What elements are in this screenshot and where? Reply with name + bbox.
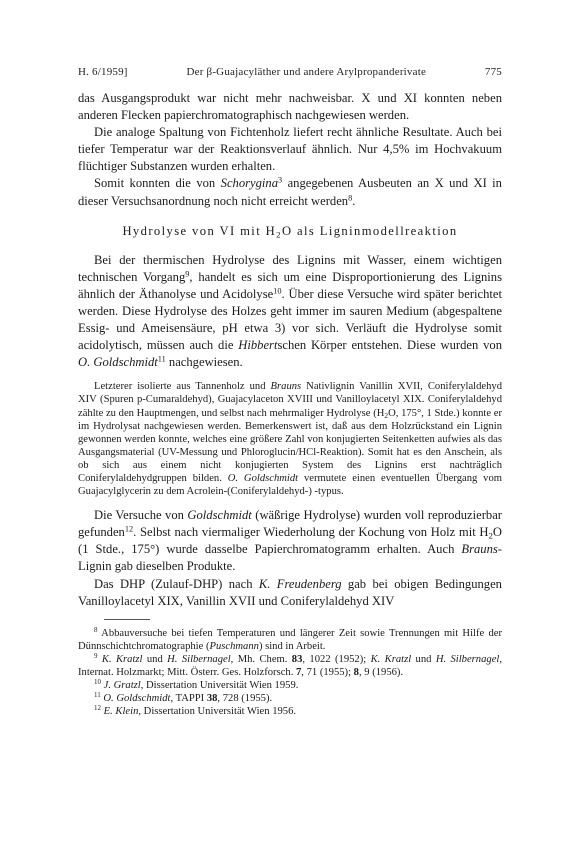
paragraph-text: das Ausgangsprodukt war nicht mehr nachweisbar. X und XI konnten neben anderen Flecken papierchromatographisch nachgewiesen werden.	[78, 91, 502, 123]
author-name: H. Silbernagel	[435, 653, 500, 665]
text-run: Nativlignin Vanillin XVII, Coniferylaldehyd XIV (Spuren p-Cumaraldehyd), Guajacylaceton XVIII und Vanilloylacetyl XIX. Coniferylaldehyd zählte zu den Hauptmengen, und selbst nach mehrmaliger Hydrolyse (H	[78, 381, 502, 419]
footnote-10	[78, 679, 502, 692]
text-run: , 71 (1955);	[301, 667, 354, 678]
header-issue: H. 6/1959]	[78, 66, 128, 78]
footnote-ref[interactable]: 11	[157, 354, 166, 364]
author-name: Brauns	[270, 381, 302, 393]
text-run: O (1 Stde., 175°) wurde dasselbe Papierchromatogramm erhalten. Auch	[78, 525, 502, 557]
author-name: K. Kratzl	[101, 653, 143, 665]
volume-number: 8	[353, 667, 359, 678]
author-name: O. Goldschmidt	[103, 693, 171, 705]
author-name: Hibbert	[238, 338, 278, 353]
text-run: .	[352, 193, 356, 208]
text-run: vermutete einen eventuellen Übergang vom Guajacylglycerin zu dem Acrolein-(Coniferylaldehyd-) -typus.	[78, 472, 503, 498]
subscript: 2	[276, 229, 282, 240]
footnote-ref[interactable]: 8	[348, 193, 353, 202]
author-name: E. Klein	[103, 706, 139, 718]
author-name: Goldschmidt	[187, 508, 252, 523]
text-run: Bei der thermischen Hydrolyse des Lignins mit Wasser, einem wichtigen technischen Vorgang	[78, 252, 502, 284]
section-heading	[78, 224, 502, 239]
text-run: Abbauversuche bei tiefen Temperaturen und längerer Zeit sowie Trennungen mit Hilfe der Dünnschichtchromatographie (	[78, 627, 502, 652]
small-print-block	[78, 380, 502, 498]
paragraph-reproduction	[78, 507, 502, 575]
author-name: O. Goldschmidt	[227, 472, 299, 484]
text-run: gab bei obigen Bedingungen Vanilloylacetyl XIX, Vanillin XVII und Coniferylaldehyd XIV	[78, 576, 502, 608]
text-run: schen Körper entstehen. Diese wurden von	[277, 338, 502, 353]
author-name: O. Goldschmidt	[78, 355, 158, 370]
running-header	[78, 66, 502, 78]
text-run: O, 175°, 1 Stde.) konnte er im Hydrolysat nachgewiesen werden. Bemerkenswert ist, daß aus dem Holzrückstand ein Lignin gewonnen werden konnte, welches eine größere Zahl von konjugierten Seitenketten aufwies als das Ausgangsmaterial (UV-Messung und Phloroglucin/HCl-Reaktion). Somit hat es den Anschein, als ob sich aus einem nicht konjugierten System des Lignins erst nachträglich Coniferylaldehydgruppen bilden.	[78, 407, 502, 484]
text-run: -Lignin gab dieselben Produkte.	[78, 542, 502, 574]
text-run: , Dissertation Universität Wien 1959.	[140, 680, 299, 692]
author-name: Brauns	[461, 542, 498, 557]
paragraph-schorygina	[78, 175, 502, 209]
paragraph-small	[78, 380, 502, 498]
text-run: und	[142, 653, 168, 665]
text-run: ) sind in Arbeit.	[258, 640, 326, 652]
author-name: K. Kratzl	[370, 653, 412, 665]
footnote-number: 11	[94, 691, 101, 700]
footnotes	[78, 627, 502, 719]
text-run: , Dissertation Universität Wien 1956.	[138, 706, 297, 718]
footnote-12	[78, 705, 502, 718]
volume-number: 83	[291, 653, 303, 665]
footnote-number: 12	[94, 704, 101, 713]
paragraph-dhp	[78, 576, 502, 610]
volume-number: 38	[206, 693, 218, 705]
footnote-8	[78, 627, 502, 653]
text-run: angegebenen Ausbeuten an X und XI in dieser Versuchsanordnung noch nicht erreicht werden	[78, 176, 502, 208]
after-section	[78, 507, 502, 610]
heading-text: O als Ligninmodellreaktion	[281, 223, 458, 238]
heading-text: Hydrolyse von VI mit H	[122, 223, 277, 238]
hydrolysis-section	[78, 252, 502, 372]
footnote-number: 10	[94, 678, 101, 687]
paragraph-text: Die analoge Spaltung von Fichtenholz liefert recht ähnliche Resultate. Auch bei tiefer Temperatur war der Reaktionsverlauf ähnlich. Nur 4,5% im Hochvakuum flüchtiger Substanzen wurden erhalten.	[78, 125, 502, 174]
footnote-number: 9	[94, 652, 98, 661]
page-content	[78, 66, 502, 718]
text-run: nachgewiesen.	[165, 355, 243, 370]
footnote-ref[interactable]: 3	[278, 175, 283, 185]
author-name: H. Silbernagel	[167, 653, 231, 665]
footnote-ref[interactable]: 10	[273, 286, 282, 296]
text-run: , TAPPI	[170, 693, 207, 705]
author-name: Puschmann	[209, 640, 259, 652]
text-run: Letzterer isolierte aus Tannenholz und	[94, 381, 271, 393]
text-run: , 9 (1956).	[358, 667, 404, 678]
footnote-9	[78, 653, 502, 679]
text-run: , Internat. Holzmarkt; Mitt. Österr. Ges. Holzforsch.	[78, 653, 502, 678]
text-run: , 728 (1955).	[217, 693, 273, 705]
footnote-divider	[104, 619, 150, 620]
author-name: Schorygina	[220, 176, 279, 191]
paragraph-hydrolysis	[78, 252, 502, 372]
footnote-number: 8	[94, 625, 98, 634]
subscript: 2	[488, 530, 493, 541]
text-run: Das DHP (Zulauf-DHP) nach	[94, 576, 259, 591]
text-run: und	[411, 653, 436, 665]
footnote-ref[interactable]: 9	[185, 269, 190, 279]
paragraph-spruce	[78, 124, 502, 175]
text-run: Die Versuche von	[94, 508, 188, 523]
text-run: Somit konnten die von	[94, 176, 221, 191]
header-title: Der β-Guajacyläther und andere Arylpropanderivate	[186, 66, 427, 78]
intro-section	[78, 90, 502, 210]
subscript: 2	[384, 410, 389, 420]
text-run: , 1022 (1952);	[302, 653, 371, 665]
text-run: , handelt es sich um eine Disproportionierung des Lignins ähnlich der Äthanolyse und Acidolyse	[78, 269, 502, 301]
text-run: . Selbst nach viermaliger Wiederholung der Kochung von Holz mit H	[133, 525, 489, 540]
volume-number: 7	[296, 667, 302, 678]
text-run: (wäßrige Hydrolyse) wurden voll reproduzierbar gefunden	[78, 508, 502, 540]
footnote-ref[interactable]: 12	[124, 524, 134, 534]
footnote-11	[78, 692, 502, 705]
paragraph-continuation	[78, 90, 502, 124]
author-name: K. Freudenberg	[258, 576, 342, 591]
page-number: 775	[484, 66, 502, 78]
text-run: , Mh. Chem.	[230, 653, 292, 665]
text-run: . Über diese Versuche wird später berichtet werden. Diese Hydrolyse des Holzes geht immer im sauren Medium (abgespaltene Essig- und Ameisensäure, pH etwa 3) vor sich. Verläuft die Hydrolyse somit acidolytisch, müssen auch die	[78, 286, 502, 353]
author-name: J. Gratzl	[103, 680, 141, 692]
